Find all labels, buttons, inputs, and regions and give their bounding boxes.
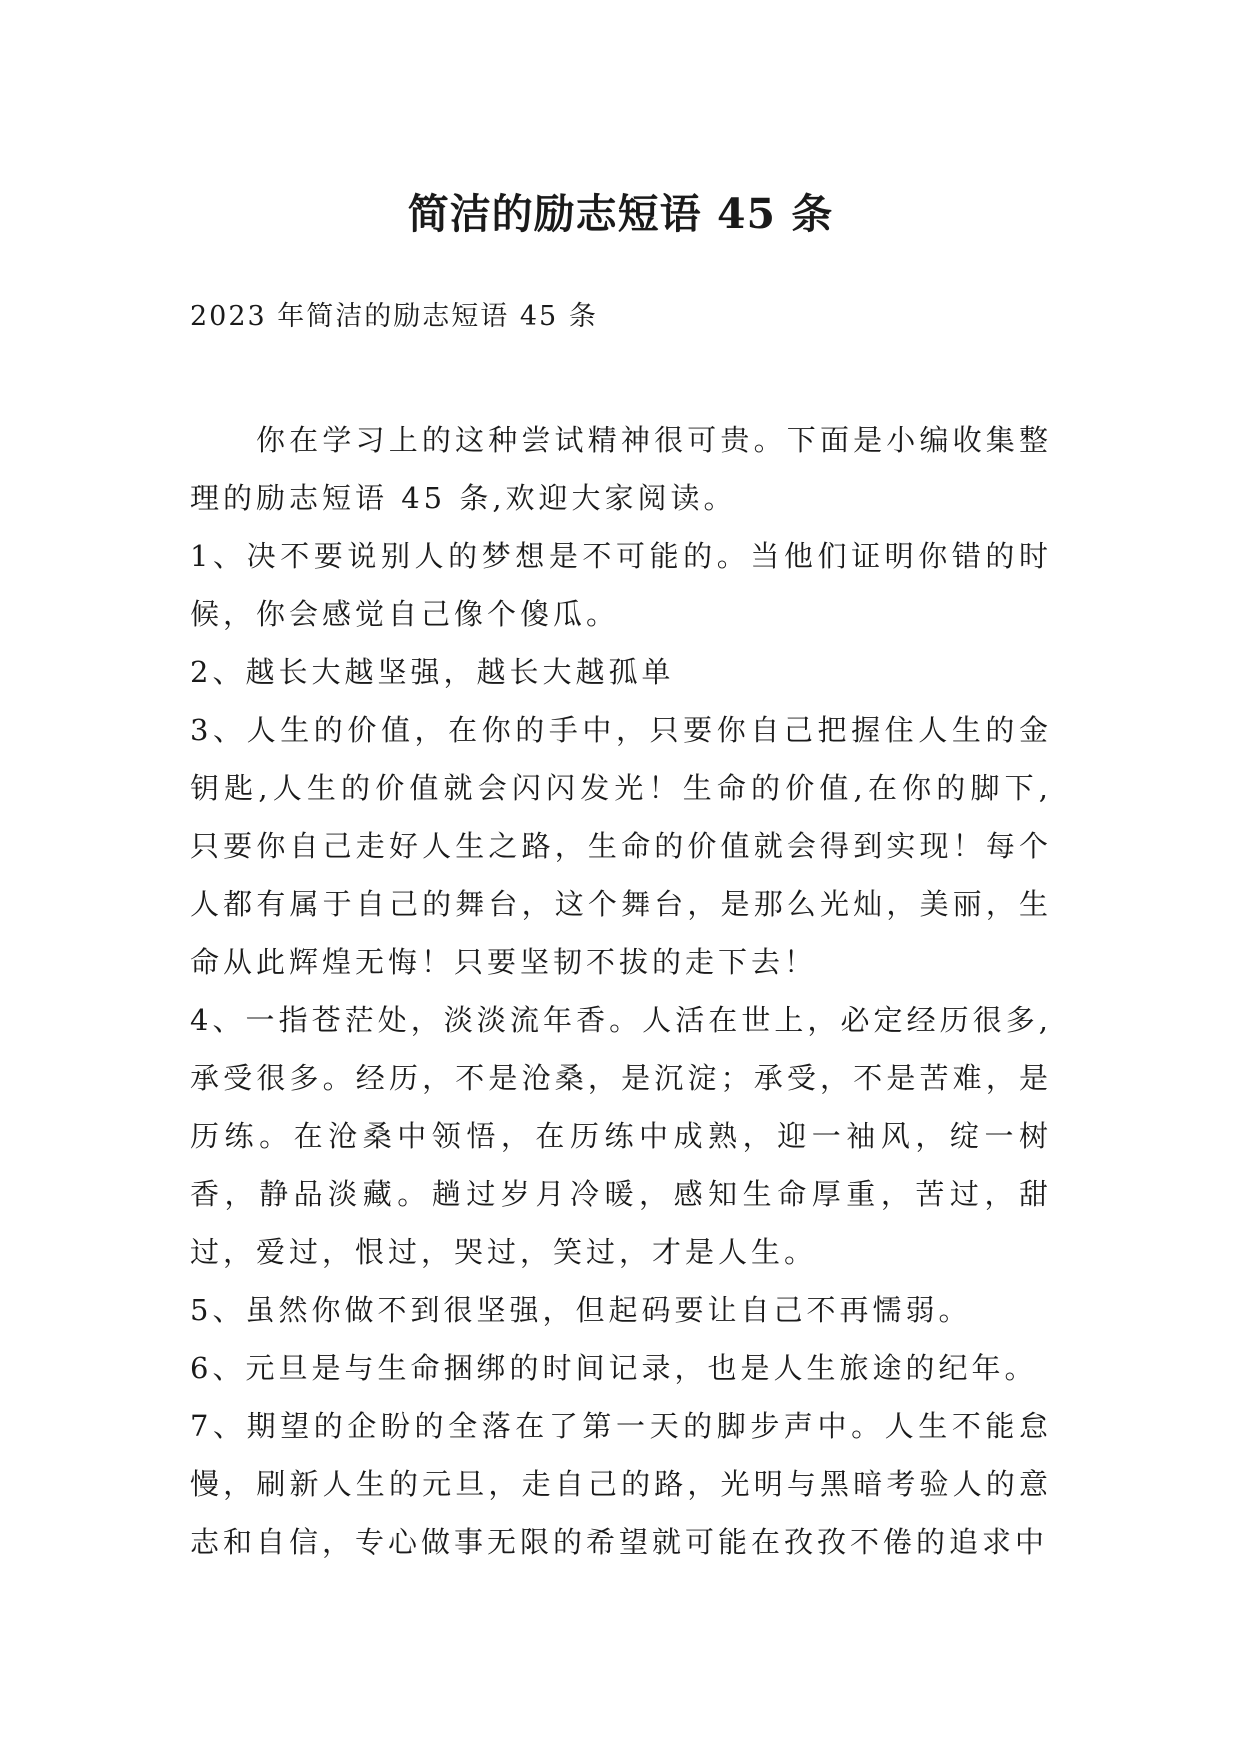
- document-title: 简洁的励志短语 45 条: [407, 190, 834, 239]
- list-item: 7、期望的企盼的全落在了第一天的脚步声中。人生不能怠慢，刷新人生的元旦，走自己的路，光明与黑暗考验人的意志和自信，专心做事无限的希望就可能在孜孜不倦的追求中: [190, 1409, 1052, 1559]
- document-subtitle: 2023 年简洁的励志短语 45 条: [190, 301, 598, 332]
- list-item: 2、越长大越坚强，越长大越孤单: [190, 655, 675, 689]
- document-body: [190, 411, 1052, 1571]
- list-item: 4、一指苍茫处，淡淡流年香。人活在世上，必定经历很多,承受很多。经历，不是沧桑，是沉淀；承受，不是苦难，是历练。在沧桑中领悟，在历练中成熟，迎一袖风，绽一树香，静品淡藏。趟过岁月冷暖，感知生命厚重，苦过，甜过，爱过，恨过，哭过，笑过，才是人生。: [190, 1003, 1052, 1269]
- list-item: 6、元旦是与生命捆绑的时间记录，也是人生旅途的纪年。: [190, 1351, 1038, 1385]
- intro-paragraph: 你在学习上的这种尝试精神很可贵。下面是小编收集整理的励志短语 45 条,欢迎大家阅读。: [190, 423, 1052, 515]
- list-item: 1、决不要说别人的梦想是不可能的。当他们证明你错的时候，你会感觉自己像个傻瓜。: [190, 539, 1052, 631]
- list-item: 5、虽然你做不到很坚强，但起码要让自己不再懦弱。: [190, 1293, 972, 1327]
- list-item: 3、人生的价值，在你的手中，只要你自己把握住人生的金钥匙,人生的价值就会闪闪发光！生命的价值,在你的脚下,只要你自己走好人生之路，生命的价值就会得到实现！每个人都有属于自己的舞台，这个舞台，是那么光灿，美丽，生命从此辉煌无悔！只要坚韧不拔的走下去！: [190, 713, 1052, 979]
